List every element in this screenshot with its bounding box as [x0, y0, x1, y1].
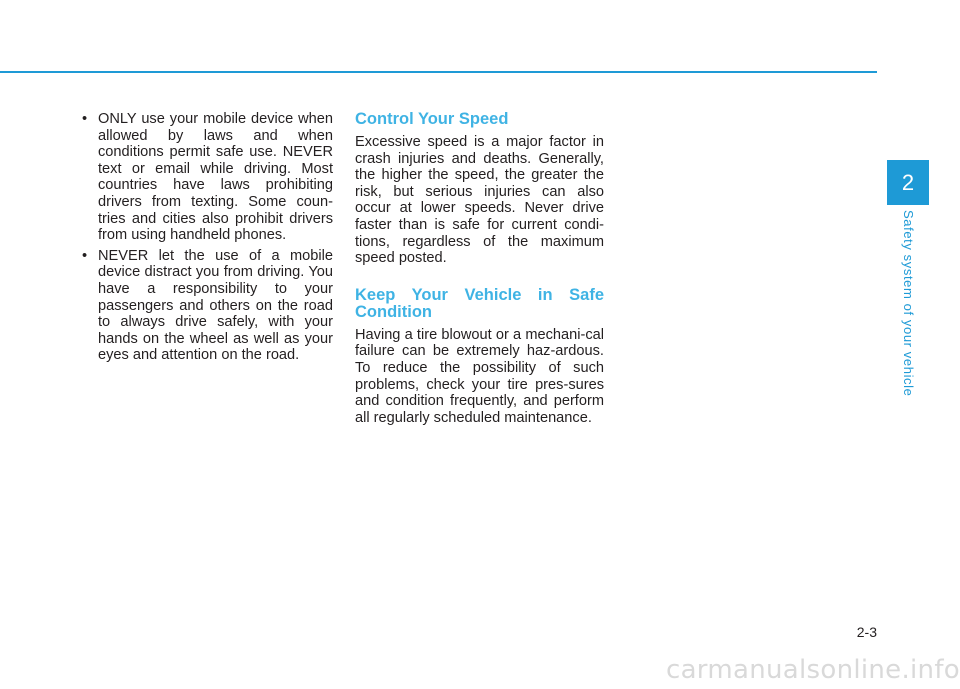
bullet-text: NEVER let the use of a mobile device distract you from driving. You have a responsibility to your passengers and others on the road to always drive safely, with your hands on the wheel as well as your eyes and attention on the road. [98, 247, 333, 364]
page-number: 2-3 [856, 624, 877, 640]
section-heading: Keep Your Vehicle in Safe Condition [355, 285, 604, 321]
header-rule [0, 71, 877, 73]
bullet-item [80, 111, 333, 244]
bullet-list [80, 111, 333, 364]
section-body: Excessive speed is a major factor in crash injuries and deaths. Generally, the higher the speed, the greater the risk, but serious injuries can also occur at lower speeds. Never drive faster than is safe for current condi-tions, regardless of the maximum speed posted. [355, 134, 604, 267]
watermark: carmanualsonline.info [665, 655, 960, 685]
chapter-tab [887, 160, 929, 205]
bullet-marker: • [82, 111, 88, 127]
chapter-title: Safety system of your vehicle [901, 210, 916, 397]
chapter-number: 2 [901, 170, 915, 195]
middle-column [355, 111, 604, 446]
left-column [80, 111, 333, 368]
section-body: Having a tire blowout or a mechani-cal failure can be extremely haz-ardous. To reduce the possibility of such problems, check your tire pres-sures and condition frequently, and perform all regularly scheduled maintenance. [355, 326, 604, 426]
bullet-marker: • [82, 247, 88, 264]
bullet-item [80, 248, 333, 364]
section-control-speed [355, 111, 604, 267]
section-heading: Control Your Speed [355, 110, 509, 128]
section-safe-condition [355, 287, 604, 427]
bullet-text: ONLY use your mobile device when allowed by laws and when conditions permit safe use. NEVER text or email while driving. Most countries have laws prohibiting drivers from texting. Some coun-tries and cities also prohibit drivers from using handheld phones. [98, 111, 333, 244]
